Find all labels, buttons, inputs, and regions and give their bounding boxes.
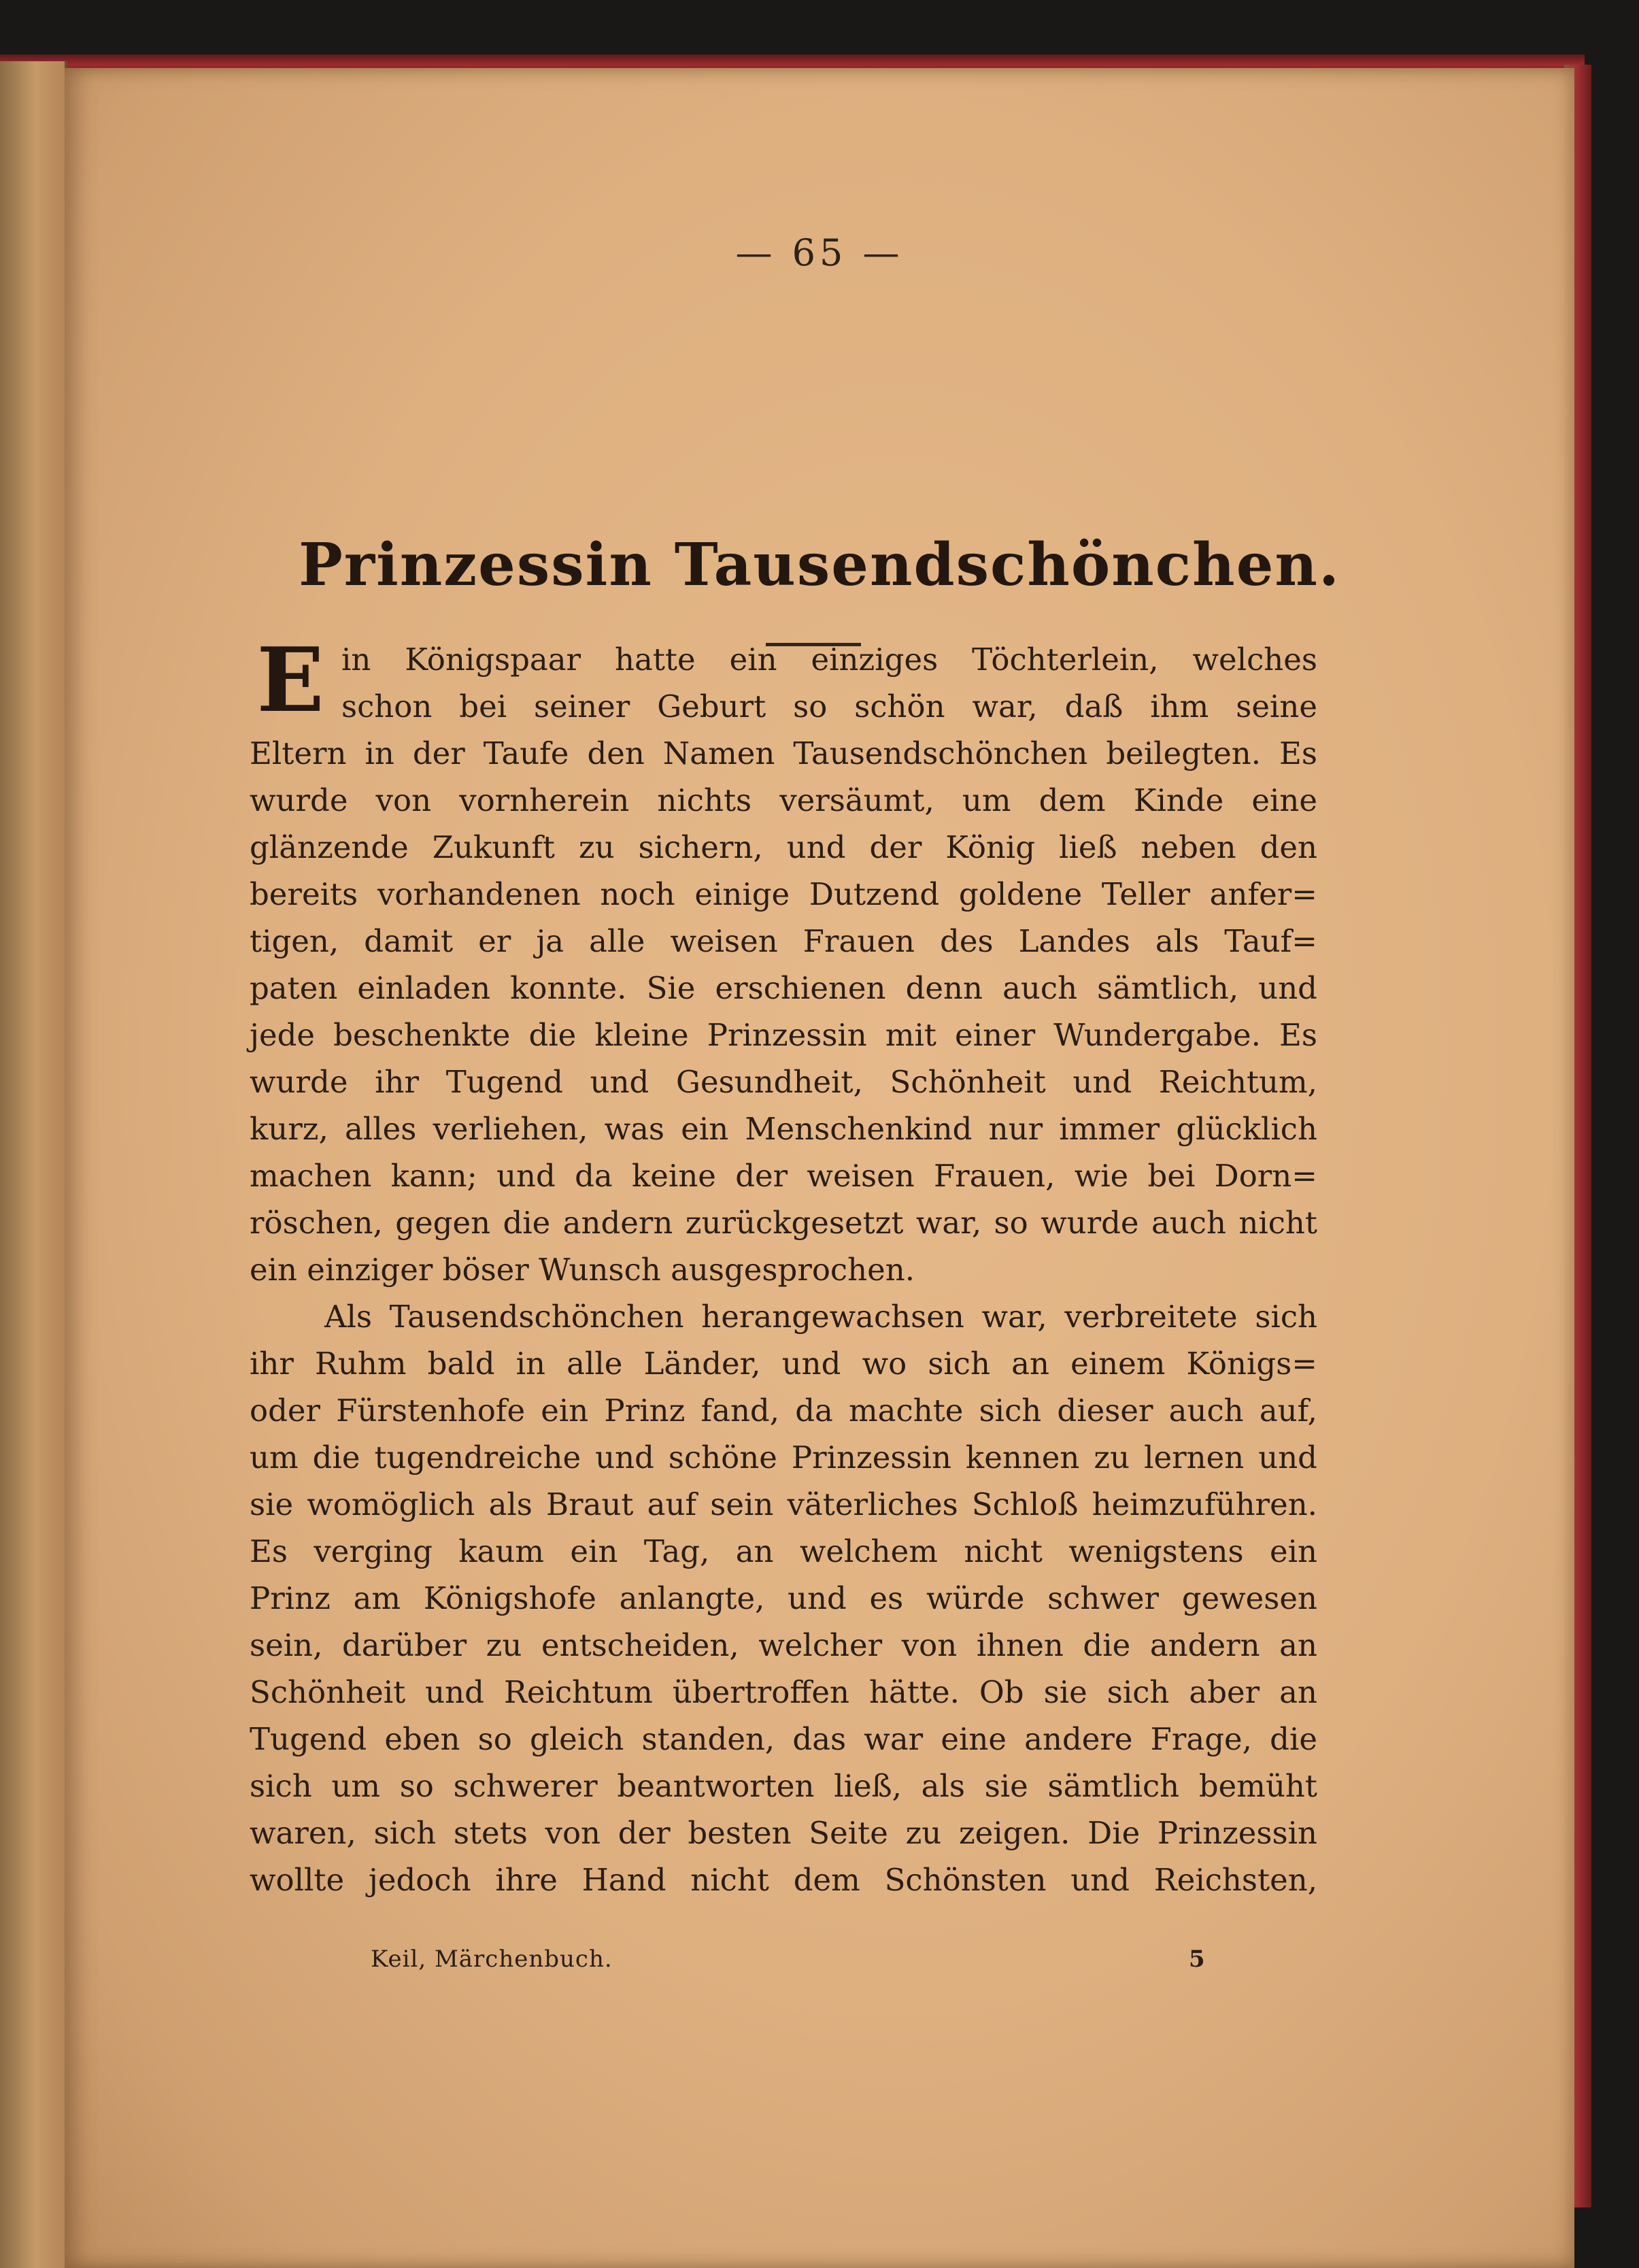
- text-line: waren, sich stets von der besten Seite zu zeigen. Die Prinzessin: [250, 1815, 1317, 1851]
- text-line: ein einziger böser Wunsch ausgesprochen.: [250, 1252, 915, 1288]
- text-line: machen kann; und da keine der weisen Frauen, wie bei Dorn=: [250, 1158, 1317, 1194]
- text-line: Es verging kaum ein Tag, an welchem nicht wenigstens ein: [250, 1533, 1317, 1569]
- signature-mark: 5: [1189, 1946, 1205, 1973]
- text-line: jede beschenkte die kleine Prinzessin mit einer Wundergabe. Es: [250, 1017, 1317, 1053]
- page-number: — 65 —: [735, 231, 904, 274]
- text-line: bereits vorhandenen noch einige Dutzend goldene Teller anfer=: [250, 876, 1317, 912]
- chapter-title: Prinzessin Tausendschönchen.: [299, 531, 1340, 599]
- text-line: röschen, gegen die andern zurückgesetzt war, so wurde auch nicht: [250, 1205, 1317, 1241]
- body-text: [250, 636, 1317, 1903]
- text-line: ihr Ruhm bald in alle Länder, und wo sich an einem Königs=: [250, 1346, 1317, 1382]
- text-line: tigen, damit er ja alle weisen Frauen des Landes als Tauf=: [250, 923, 1317, 959]
- text-line: Schönheit und Reichtum übertroffen hätte. Ob sie sich aber an: [250, 1674, 1317, 1710]
- drop-cap-initial: E: [256, 628, 324, 732]
- text-line: kurz, alles verliehen, was ein Menschenkind nur immer glücklich: [250, 1111, 1317, 1147]
- text-line: glänzende Zukunft zu sichern, und der König ließ neben den: [250, 829, 1317, 865]
- text-line: paten einladen konnte. Sie erschienen denn auch sämtlich, und: [250, 970, 1317, 1006]
- text-line: sie womöglich als Braut auf sein väterliches Schloß heimzuführen.: [250, 1486, 1317, 1522]
- previous-page-edge: [0, 61, 67, 2268]
- text-line: Eltern in der Taufe den Namen Tausendschönchen beilegten. Es: [250, 735, 1317, 771]
- footer-book-title: Keil, Märchenbuch.: [371, 1946, 613, 1973]
- text-line: sich um so schwerer beantworten ließ, als sie sämtlich bemüht: [250, 1768, 1317, 1804]
- text-line: Prinz am Königshofe anlangte, und es würde schwer gewesen: [250, 1580, 1317, 1616]
- text-line: wollte jedoch ihre Hand nicht dem Schönsten und Reichsten,: [250, 1862, 1317, 1898]
- text-line: in Königspaar hatte ein einziges Töchterlein, welches: [341, 641, 1317, 678]
- text-line: schon bei seiner Geburt so schön war, daß ihm seine: [341, 688, 1317, 724]
- text-line: Als Tausendschönchen herangewachsen war, verbreitete sich: [324, 1299, 1317, 1335]
- text-line: sein, darüber zu entscheiden, welcher von ihnen die andern an: [250, 1627, 1317, 1663]
- text-line: oder Fürstenhofe ein Prinz fand, da machte sich dieser auch auf,: [250, 1393, 1317, 1429]
- opening-lines: [250, 636, 1317, 730]
- text-line: wurde ihr Tugend und Gesundheit, Schönheit und Reichtum,: [250, 1064, 1317, 1100]
- text-line: Tugend eben so gleich standen, das war eine andere Frage, die: [250, 1721, 1317, 1757]
- text-line: um die tugendreiche und schöne Prinzessin kennen zu lernen und: [250, 1439, 1317, 1475]
- text-line: wurde von vornherein nichts versäumt, um dem Kinde eine: [250, 782, 1317, 818]
